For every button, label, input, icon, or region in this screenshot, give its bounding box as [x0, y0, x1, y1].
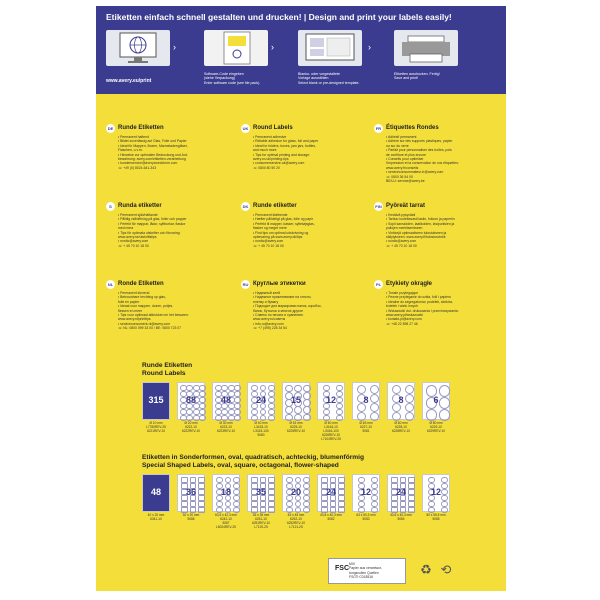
- label-count: 48: [150, 487, 161, 497]
- caption-line: Ø 20 mm: [184, 421, 198, 425]
- label-count: 36: [185, 487, 196, 497]
- language-badge: DK: [242, 204, 249, 209]
- label-shape: [268, 415, 275, 422]
- caption-line: L7121-25: [289, 524, 303, 529]
- label-shape: [303, 507, 310, 514]
- label-sheet-caption: [351, 422, 381, 434]
- language-badge: RU: [242, 282, 249, 287]
- language-block-line: • Подходит для маркировки папок, коробок,: [253, 304, 322, 309]
- language-block-body: [386, 135, 490, 183]
- caption-line: 5081: [362, 428, 370, 433]
- language-block-line: • Kestävä pysyvästi: [386, 213, 416, 217]
- label-count: 20: [290, 487, 301, 497]
- language-block-line: www.avery.nl/printtips: [118, 317, 151, 322]
- caption-line: 6229REV-10: [426, 428, 446, 433]
- language-block-line: • nordic@avery.com: [253, 239, 284, 244]
- special-section-title: Etiketten in Sonderformen, oval, quadratisch, achteckig, blumenförmig Special Shaped Labels, oval, square, octagonal, flower-shaped: [142, 454, 365, 469]
- package-icon: [204, 30, 268, 66]
- label-sheet-caption: [281, 514, 311, 530]
- language-block-line: ☏ 0800 36 54 00: [386, 174, 413, 179]
- language-block-line: flasker og meget mere: [253, 226, 287, 231]
- label-sheet-24: [247, 382, 275, 420]
- language-block-line: • Tips for optimal printing and storage:: [253, 152, 310, 157]
- caption-line: L6024REV-25: [216, 524, 236, 529]
- language-block-line: • Conseils pour optimiser: [386, 157, 424, 162]
- language-block-line: säilytykseen: www.avery.fi/tulostusvinkit: [386, 235, 446, 240]
- language-block-line: • Надежный клей: [253, 291, 280, 295]
- language-block-title: Etykiety okrągłe: [386, 281, 433, 287]
- language-block-line: • Tips voor optimaal afdrukken en het bewaren:: [118, 313, 189, 318]
- recycling-icon: ♻: [420, 562, 432, 577]
- label-sheet-8: [387, 382, 415, 420]
- language-block-line: • Perfekt för mappar, lådor, syltburkar, flaskor: [118, 221, 186, 226]
- language-badge: PL: [375, 282, 382, 287]
- language-block-line: • kundenservice@averyzweckform.com: [118, 161, 178, 166]
- label-shape: [405, 385, 414, 394]
- language-block-line: • Reliable adhesion for glass, foil and paper: [253, 139, 319, 144]
- language-block-line: and much more: [253, 148, 277, 153]
- language-badge: NL: [107, 282, 114, 287]
- language-block-body: [118, 135, 222, 170]
- caption-line: 63,5 x 42,3 mm: [215, 513, 237, 517]
- language-block-line: www.avery.ru/советы: [253, 317, 286, 322]
- language-block-line: Flaschen, u.v.m.: [118, 148, 143, 153]
- printer-icon: [394, 30, 458, 66]
- language-block-body: [118, 291, 222, 331]
- label-sheet-caption: [176, 514, 206, 522]
- language-block-line: • nordic@avery.com: [118, 239, 149, 244]
- caption-line: 5083: [362, 516, 370, 521]
- label-count: 12: [430, 487, 441, 497]
- caption-line: 63 x 60,3 mm: [356, 513, 376, 517]
- language-block-line: • Idealne do segregatorów, pudełek, słoików,: [386, 299, 453, 304]
- label-sheet-88: [177, 382, 205, 420]
- language-block-title: Runda etiketter: [118, 203, 162, 209]
- language-block-line: • Pewne przyleganie do szkła, folii i papieru: [386, 295, 452, 300]
- label-sheet-8: [352, 382, 380, 420]
- language-block-line: • Ideal für Mappen, Boxen, Marmeladengläser,: [118, 143, 188, 148]
- label-sheet-caption: [141, 422, 171, 434]
- language-badge: FR: [375, 126, 382, 131]
- language-block-line: • Sopii kansioiden, laatikoiden, lasipurkkien ja: [386, 221, 455, 226]
- label-sheet-24: [387, 474, 415, 512]
- label-sheet-6: [422, 382, 450, 420]
- caption-line: 6225-10: [290, 424, 302, 429]
- caption-line: Ø 10 mm: [149, 421, 163, 425]
- label-shape: [370, 412, 379, 421]
- header-title: Etiketten einfach schnell gestalten und drucken! | Design and print your labels easily!: [106, 12, 452, 22]
- language-block-line: • Permanent adhesive: [253, 135, 287, 139]
- language-block-line: • Permanent klæbende: [253, 213, 288, 217]
- header-banner: [96, 6, 506, 94]
- language-block-line: • Tarttuu luotettavasti lasiin, folioon ja paperiin: [386, 217, 455, 222]
- label-sheet-caption: [211, 422, 241, 434]
- caption-line: 6242-10: [220, 516, 232, 521]
- language-block-title: Étiquettes Rondes: [386, 125, 439, 131]
- label-shape: [370, 385, 379, 394]
- language-block-line: folie en papier: [118, 299, 140, 304]
- language-block-line: пленку и бумагу: [253, 299, 279, 304]
- language-block-line: • Надежное приклеивание на стекло,: [253, 295, 312, 300]
- caption-line: L3416-10: [324, 424, 338, 429]
- caption-line: L7780REV-25: [146, 424, 166, 429]
- step-monitor-globe-illustration: [106, 30, 170, 66]
- label-sheet-caption: [176, 422, 206, 434]
- label-count: 24: [395, 487, 406, 497]
- label-shape: [198, 507, 205, 514]
- caption-line: L3416-100: [323, 428, 339, 433]
- language-block-line: • Hæfter pålideligt på glas, folie og papir: [253, 217, 313, 222]
- caption-line: Ø 80 mm: [429, 421, 443, 425]
- language-block-line: opbevaring på www.avery.dk/tips: [253, 235, 303, 240]
- caption-line: 6252-10: [290, 516, 302, 521]
- caption-line: 40 x 20 mm: [147, 513, 165, 517]
- label-sheet-caption: [246, 422, 276, 438]
- caption-line: 6223-10: [220, 424, 232, 429]
- label-count: 8: [398, 395, 404, 405]
- caption-line: 35 x 35 mm: [252, 513, 270, 517]
- label-shape: [199, 415, 206, 422]
- label-packaging-sheet: [96, 6, 506, 591]
- label-count: 24: [325, 487, 336, 497]
- language-block-body: [386, 291, 490, 326]
- language-block-line: • Perfekt til mapper, kasser, syltetøjsglas,: [253, 221, 315, 226]
- label-shape: [234, 415, 241, 422]
- label-sheet-caption: [281, 422, 311, 434]
- label-sheet-caption: [421, 514, 451, 522]
- label-count: 88: [185, 395, 196, 405]
- language-block-line: ☏ + 45 70 10 18 00: [386, 243, 417, 248]
- language-block-line: • Adhère sur des supports plastiques, papier: [386, 139, 453, 144]
- language-block-line: ☏ NL: 0800 099 33 00 / BE: 0800 723 07: [118, 326, 182, 331]
- caption-line: 6222-10: [185, 424, 197, 429]
- label-sheet-12: [317, 382, 345, 420]
- caption-line: 40,8 x 40,3 mm: [390, 513, 412, 517]
- print-url[interactable]: www.avery.eu/print: [106, 78, 152, 84]
- arrow-right-icon: ›: [173, 42, 176, 52]
- label-sheet-20: [282, 474, 310, 512]
- language-block-line: ☏ 0800 80 50 20: [253, 165, 280, 170]
- globe-icon: [106, 30, 170, 66]
- caption-line: 6225REV-10: [286, 428, 306, 433]
- footer: [96, 554, 506, 591]
- language-block-line: ☏ +48 22 898 27 46: [386, 321, 418, 326]
- label-sheet-18: [212, 474, 240, 512]
- language-block-body: [253, 135, 357, 170]
- caption-line: 40,8 x 40,3 mm: [320, 513, 342, 517]
- language-block-line: • Hinweise zur optimalen Bedruckung und Auf-: [118, 152, 188, 157]
- language-block-line: ☏ + 45 70 10 18 00: [253, 243, 284, 248]
- caption-line: 6229-10: [430, 424, 442, 429]
- label-sheet-caption: [141, 514, 171, 522]
- language-block-line: • Wskazówki dot. drukowania i przechowywania:: [386, 308, 459, 313]
- language-block-title: Runde Etiketten: [118, 125, 164, 131]
- language-block-body: [253, 213, 357, 248]
- triman-icon: ⟲: [440, 562, 452, 577]
- language-block-line: • Bildet zuverlässig auf Glas, Folie und Papier: [118, 139, 187, 144]
- label-shape: [294, 406, 302, 414]
- language-block-line: • info-ru@avery.com: [253, 321, 284, 326]
- caption-line: Ø 63 mm: [359, 421, 373, 425]
- label-sheet-24: [317, 474, 345, 512]
- caption-line: 6251-10: [255, 516, 267, 521]
- language-block-body: [253, 291, 357, 331]
- fsc-text: MIX Papier aus verantwor- tungsvollen Quellen FSC® C018516: [349, 562, 383, 580]
- language-block-title: Runde etiketter: [253, 203, 297, 209]
- arrow-right-icon: ›: [368, 42, 371, 52]
- caption-line: 6222REV-10: [181, 428, 201, 433]
- language-block-line: • Ideal for folders, boxes, jam jars, bottles,: [253, 143, 317, 148]
- fsc-certificate: [328, 558, 406, 584]
- label-shape: [357, 385, 366, 394]
- caption-line: 5086: [187, 516, 195, 521]
- label-sheet-12: [422, 474, 450, 512]
- label-count: 48: [220, 395, 231, 405]
- caption-line: L3415-10: [254, 424, 268, 429]
- round-section-title: Runde Etiketten Round Labels: [142, 362, 193, 377]
- language-block-line: www.avery.fr/conseils: [386, 165, 419, 170]
- label-count: 12: [360, 487, 371, 497]
- label-sheet-caption: [211, 514, 241, 530]
- language-badge: DE: [107, 126, 114, 131]
- language-block-line: bewahrung: avery.com/etiketten-verarbeitung: [118, 157, 186, 162]
- label-count: 35: [255, 487, 266, 497]
- language-block-line: • Adhésif permanent: [386, 135, 417, 139]
- label-sheet-caption: [386, 422, 416, 434]
- label-sheet-caption: [421, 422, 451, 434]
- step-software-package-illustration: [204, 30, 268, 66]
- caption-line: Ø 40 mm: [254, 421, 268, 425]
- language-block-line: www.avery.pl/wskazowki: [386, 313, 423, 318]
- language-block-line: ou sur du verre: [386, 143, 409, 148]
- language-block-line: • Find tips om optimal udskrivning og: [253, 230, 309, 235]
- label-sheet-caption: [246, 514, 276, 530]
- language-block-line: l'impression et la conservation de vos étiquettes:: [386, 161, 459, 166]
- caption-line: 6228REV-10: [391, 428, 411, 433]
- label-sheet-48: [142, 474, 170, 512]
- label-sheet-35: [247, 474, 275, 512]
- language-block-line: • Permanent haftend: [118, 135, 149, 139]
- language-block-line: • serviceconsommateur-fr@avery.com: [386, 170, 444, 175]
- label-shape: [405, 412, 414, 421]
- language-badge: FIN: [375, 204, 382, 209]
- label-sheet-caption: [316, 514, 346, 522]
- caption-line: 5082: [327, 516, 335, 521]
- label-sheet-36: [177, 474, 205, 512]
- template-screen-icon: [298, 30, 362, 66]
- caption-line: L7120-25: [254, 524, 268, 529]
- label-shape: [426, 409, 438, 421]
- caption-line: 6226REV-10: [321, 432, 341, 437]
- language-block-body: [118, 213, 222, 248]
- caption-line: 6251REV-10: [251, 520, 271, 525]
- caption-line: 30 x 20 mm: [182, 513, 200, 517]
- caption-line: 6341-10: [150, 516, 162, 521]
- label-count: 18: [220, 487, 231, 497]
- language-block-line: • Betrouwbare hechting op glas,: [118, 295, 166, 300]
- language-block-line: butelek i wielu innych: [386, 304, 419, 309]
- language-block-line: • Parfait pour personnaliser des boîtes, pots: [386, 148, 452, 153]
- caption-line: 6227-10: [360, 424, 372, 429]
- language-block-title: Круглые этикетки: [253, 281, 306, 287]
- language-block-line: www.avery.se/utskriftstips: [118, 235, 157, 240]
- language-block-title: Pyöreät tarrat: [386, 203, 426, 209]
- language-block-line: ☏ + 45 70 10 18 00: [118, 243, 149, 248]
- caption-line: L3415-100: [253, 428, 269, 433]
- step-3-caption: Blanko- oder vorgestaltete Vorlage auswählen. Select blank or pre-designed template.: [298, 72, 360, 85]
- language-block-line: • Vinkkejä optimaaliseen tulostukseen ja: [386, 230, 447, 235]
- language-block-line: • consumerservice-uk@avery.com: [253, 161, 305, 166]
- label-count: 8: [363, 395, 369, 405]
- label-shape: [303, 406, 311, 414]
- language-block-line: med mera: [118, 226, 134, 231]
- step-2-caption: Software-Code eingeben (siehe Verpackung) Enter software code (see file pack).: [204, 72, 261, 85]
- label-sheet-315: [142, 382, 170, 420]
- language-block-body: [386, 213, 490, 248]
- language-block-line: • Советы по печати и хранению:: [253, 313, 304, 318]
- label-sheet-caption: [351, 514, 381, 522]
- language-block-line: • nordic@avery.com: [386, 239, 417, 244]
- language-block-title: Round Labels: [253, 125, 293, 131]
- label-sheet-15: [282, 382, 310, 420]
- language-block-line: BE/LU: service@avery.be: [386, 179, 425, 184]
- label-shape: [285, 406, 293, 414]
- caption-line: Ø 51 mm: [289, 421, 303, 425]
- caption-line: 50 x 55,5 mm: [426, 513, 446, 517]
- label-count: 12: [325, 395, 336, 405]
- language-block-line: • serviceconsument-nl@avery.com: [118, 321, 171, 326]
- label-shape: [303, 414, 311, 422]
- caption-line: Ø 60 mm: [324, 421, 338, 425]
- caption-line: L7104REV-25: [321, 436, 341, 441]
- language-badge: UK: [242, 126, 249, 131]
- fsc-logo: FSC: [335, 565, 349, 572]
- label-count: 6: [433, 395, 439, 405]
- language-block-title: Ronde Etiketten: [118, 281, 164, 287]
- language-block-line: • Trwale przylegające: [386, 291, 419, 295]
- caption-line: 6221REV-10: [146, 428, 166, 433]
- label-sheet-caption: [316, 422, 346, 442]
- label-count: 15: [290, 395, 301, 405]
- language-block-line: банок, бутылок и многое другое: [253, 308, 304, 313]
- arrow-right-icon: ›: [271, 42, 274, 52]
- caption-line: 6252REV-10: [286, 520, 306, 525]
- caption-line: Ø 30 mm: [219, 421, 233, 425]
- label-count: 315: [148, 395, 164, 405]
- label-sheet-caption: [386, 514, 416, 522]
- language-block-line: ☏ +7 (495) 228 34 54: [253, 326, 287, 331]
- caption-line: 5085: [432, 516, 440, 521]
- caption-line: 5080: [257, 432, 265, 437]
- language-block-line: • Tips för optimala utskrifter och förvaring:: [118, 230, 181, 235]
- label-shape: [392, 385, 401, 394]
- caption-line: 5084: [397, 516, 405, 521]
- step-printer-illustration: [394, 30, 458, 66]
- language-block-line: • Ideaal voor mappen, dozen, potjes,: [118, 304, 174, 309]
- language-block-line: pullojen merkitsemiseen: [386, 226, 423, 231]
- language-block-line: avery.co.uk/printing-tips: [253, 157, 289, 162]
- label-sheet-12: [352, 474, 380, 512]
- language-block-line: ☏ +49 (0) 8024-641-343: [118, 165, 157, 170]
- label-shape: [357, 412, 366, 421]
- label-shape: [439, 409, 451, 421]
- step-template-screen-illustration: [298, 30, 362, 66]
- caption-line: Ø 60 mm: [394, 421, 408, 425]
- caption-line: 6228-10: [395, 424, 407, 429]
- label-count: 24: [255, 395, 266, 405]
- language-block-line: flessen en meer: [118, 308, 143, 313]
- caption-line: 45 x 45 mm: [287, 513, 305, 517]
- language-block-line: • Permanent självhäftande: [118, 213, 158, 217]
- label-sheet-48: [212, 382, 240, 420]
- language-badge: S: [106, 202, 115, 211]
- language-block-line: • Permanent klevend: [118, 291, 150, 295]
- language-block-line: • Pålitlig vidhäftning på glas, folier och papper: [118, 217, 187, 222]
- language-block-line: de confiture et plus encore: [386, 152, 426, 157]
- label-shape: [268, 507, 275, 514]
- language-block-line: • kontakt-pl@avery.com: [386, 317, 422, 322]
- label-shape: [392, 412, 401, 421]
- caption-line: 6223REV-10: [216, 428, 236, 433]
- caption-line: 5087: [222, 520, 230, 525]
- step-4-caption: Etiketten ausdrucken. Fertig! Save and print!: [394, 72, 440, 81]
